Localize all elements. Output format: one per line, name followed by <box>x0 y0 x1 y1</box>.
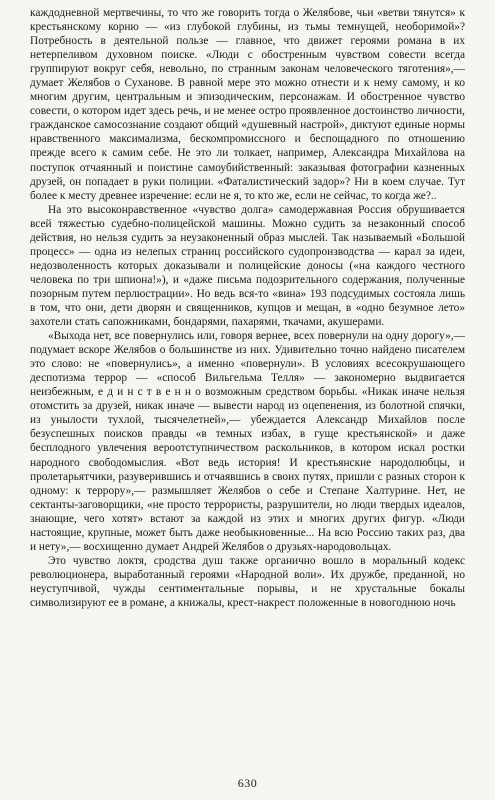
paragraph: каждодневной мертвечины, то что же говорить тогда о Желябове, чьи «ветви тянутся» к крестьянскому корню — «из глубокой глубины, из тьмы темнущей, необоримой»? Потребность в деятельной пользе — главное, что движет героями романа в их нетерпеливом духовном поиске. «Люди с обостренным чувством совести всегда группируют вокруг себя, невольно, по странным законам человеческого тяготения»,— думает Желябов о Суханове. В равной мере это можно отнести и к нему самому, и ко многим другим, центральным и эпизодическим, персонажам. И обостренное чувство совести, о котором идет здесь речь, и не менее остро проявленное достоинство личности, гражданское самосознание создают общий «душевный настрой», диктуют единые нормы нравственного максимализма, бескомпромиссного и беспощадного по отношению прежде всего к самим себе. Не это ли толкает, например, Александра Михайлова на поступок отчаянный и поистине самоубийственный: заказывая фотографии казненных друзей, он попадает в руки полиции. «Фаталистический задор»? Ни в коем случае. Тут более к месту древнее изречение: если не я, то кто же, если не сейчас, то когда же?.. <box>30 7 465 202</box>
paragraph: «Выхода нет, все повернулись или, говоря вернее, всех повернули на одну дорогу»,— подумает вскоре Желябов о большинстве из них. Удивительно точно найдено писателем это слово: не «повернулись», а именно «повернули». В условиях всесокрушающего деспотизма террор — «способ Вильгельма Телля» — закономерно выдвигается неизбежным, е д и н с т в е н н о возможным средством борьбы. «Никак иначе нельзя отомстить за друзей, никак иначе — вывести народ из оцепенения, из болотной спячки, из унылости тухлой, тысячелетней»,— убеждается Александр Михайлов после безуспешных поисков правды «в темных избах, в гуще крестьянской» и даже бесплодного увлечения вероотступничеством раскольников, в котором искал ростки народного свободомыслия. «Вот ведь история! И крестьянские народолюбцы, и пролетарьятчики, разуверившись и отчаявшись в своих путях, пришли с разных сторон к одному: к террору»,— размышляет Желябов о себе и Степане Халтурине. Нет, не сектанты-заговорщики, «не просто террористы, разрушители, но люди твердых идеалов, знающие, чего хотят» встают за каждой из этих и многих других фигур. «Люди настоящие, крупные, может быть даже необыкновенные... На всю Россию таких раз, два и нету»,— восхищенно думает Андрей Желябов о друзьях-народовольцах. <box>30 330 465 553</box>
body-text <box>30 6 465 610</box>
page-number: 630 <box>237 776 258 790</box>
paragraph: Это чувство локтя, сродства душ также органично вошло в моральный кодекс революционера, выработанный героями «Народной воли». Их дружбе, преданной, но неуступчивой, чужды сентиментальные порывы, и не хрустальные бокалы символизируют ее в романе, а книжалы, крест-накрест положенные в новогоднюю ночь <box>30 554 465 609</box>
paragraph: На это высоконравственное «чувство долга» самодержавная Россия обрушивается всей тяжестью судебно-полицейской машины. Можно судить за незаконный способ действия, но нельзя судить за неузаконенный образ мыслей. Так называемый «Большой процесс» — одна из нелепых страниц российского судопроизводства — карал за идеи, недозволенность которых доказывали и полицейские доносы («на каждого честного человека по три шпиона!»), и «даже письма подозрительного содержания, полученные позорным путем перлюстрации». Но ведь вся-то «вина» 193 подсудимых состояла лишь в том, что они, дети дворян и священников, купцов и мещан, в «одно безумное лето» захотели стать сапожниками, бондарями, пахарями, ткачами, акушерами. <box>30 203 465 329</box>
